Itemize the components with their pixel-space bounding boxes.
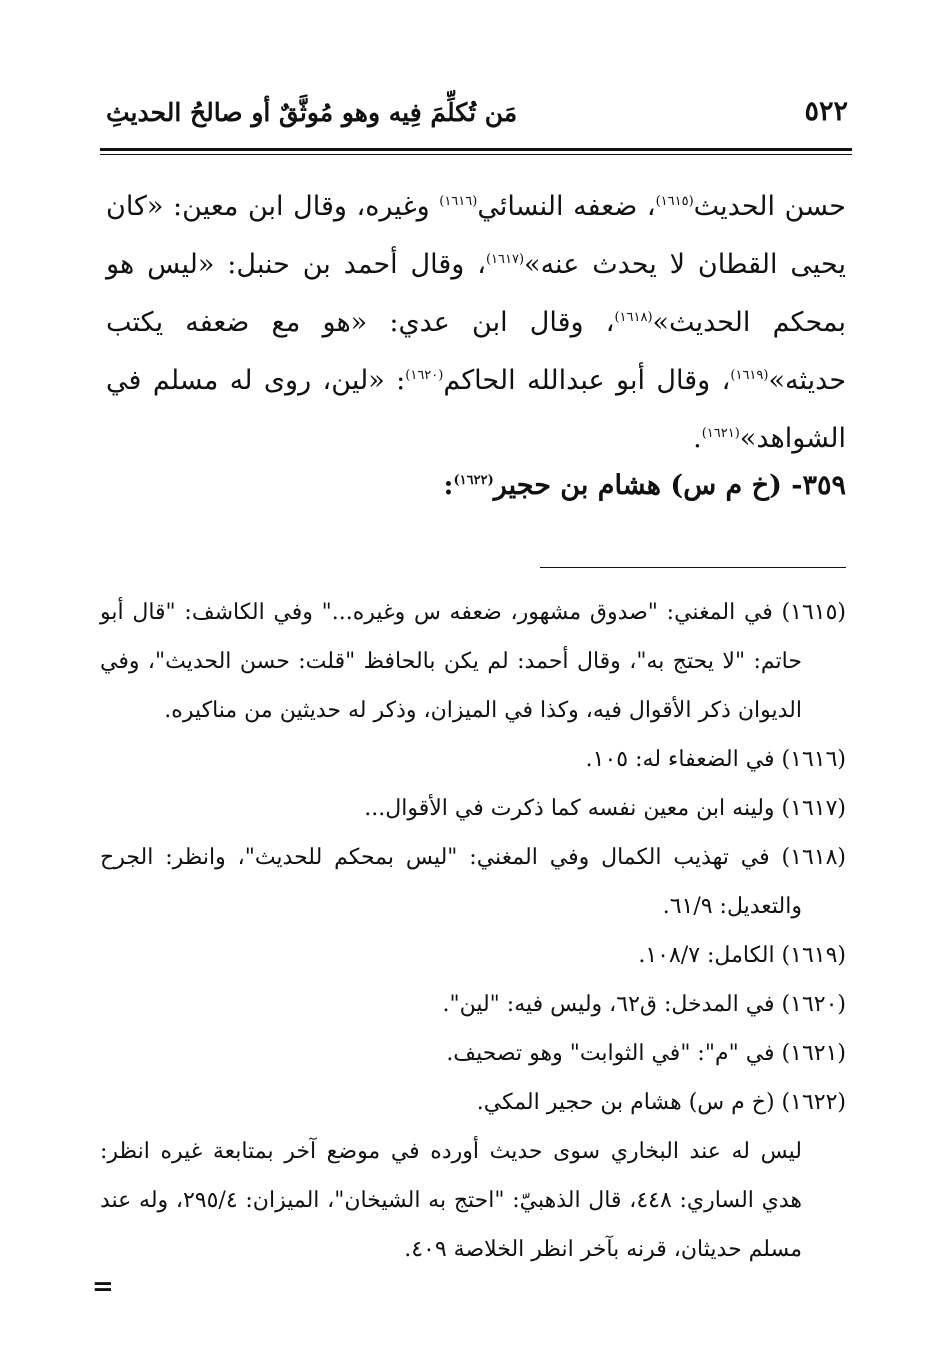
page-number: ٥٢٢ [804,96,848,127]
text-segment: ، وقال أحمد بن حنبل: «ليس هو بمحكم الحديث» [106,249,847,338]
running-title: مَن تُكلِّمَ فِيه وهو مُوثَّقٌ أو صالحُ الحديثِ [106,98,518,127]
biography-paragraph [106,178,846,468]
text-segment: حسن الحديث [693,191,846,222]
footnote: (١٦١٦) في الضعفاء له: ١٠٥. [585,747,846,772]
footnote: (١٦١٥) في المغني: "صدوق مشهور، ضعفه س وغيره..." وفي الكاشف: "قال أبو حاتم: "لا يحتج به"، وقال أحمد: لم يكن بالحافظ "قلت: حسن الحديث"، وفي الديوان ذكر الأقوال فيه، وكذا في الميزان، وذكر له حديثين من مناكيره. [100,600,846,723]
footnote-separator [540,567,846,568]
header-rule-thick [100,148,852,151]
footnote-ref: (١٦١٥) [655,194,694,209]
footnote-ref: (١٦١٨) [614,310,653,325]
footnote: (١٦٢٢) (خ م س) هشام بن حجير المكي. [476,1090,846,1115]
footnote-ref: (١٦٢١) [701,426,740,441]
footnote-ref: (١٦١٦) [439,194,478,209]
text-segment: وغيره، وقال ابن معين: «كان يحيى القطان لا يحدث عنه» [106,191,846,280]
entry-heading [300,470,846,501]
footnote: (١٦٢١) في "م": "في الثوابت" وهو تصحيف. [446,1041,846,1066]
footnotes [100,588,846,1274]
text-segment: ، ضعفه النسائي [477,191,656,222]
footnote: (١٦١٨) في تهذيب الكمال وفي المغني: "ليس بمحكم للحديث"، وانظر: الجرح والتعديل: ٦١/٩. [100,845,846,919]
footnote: (١٦٢٠) في المدخل: ق٦٢، وليس فيه: "لين". [442,992,846,1017]
entry-heading-colon: : [443,470,454,501]
footnote-ref: (١٦٢٠) [405,368,444,383]
text-segment: ، وقال ابن عدي: «هو مع ضعفه يكتب حديثه» [106,307,847,396]
footnote-ref: (١٦١٩) [730,368,769,383]
text-segment: : «لين، روى له مسلم في الشواهد» [106,365,846,454]
footnote: (١٦١٧) ولينه ابن معين نفسه كما ذكرت في الأقوال... [364,796,846,821]
footnote-ref: (١٦١٧) [485,252,525,267]
text-segment: . [693,423,702,454]
main-text [106,178,846,468]
header-rule-thin [100,154,852,155]
text-segment: ، وقال أبو عبدالله الحاكم [443,365,731,396]
footnote: (١٦١٩) الكامل: ١٠٨/٧. [638,943,846,968]
page-header [100,96,852,136]
footnote-ref: (١٦٢٢) [453,473,494,488]
entry-heading-text: ٣٥٩- (خ م س) هشام بن حجير [493,470,846,501]
continuation-mark: = [92,1272,114,1302]
footnote-continuation: ليس له عند البخاري سوى حديث أورده في موضع آخر بمتابعة غيره انظر: هدي الساري: ٤٤٨، قال الذهبيّ: "احتج به الشيخان"، الميزان: ٢٩٥/٤، وله عند مسلم حديثان، قرنه بآخر انظر الخلاصة ٤٠٩. [100,1139,802,1262]
